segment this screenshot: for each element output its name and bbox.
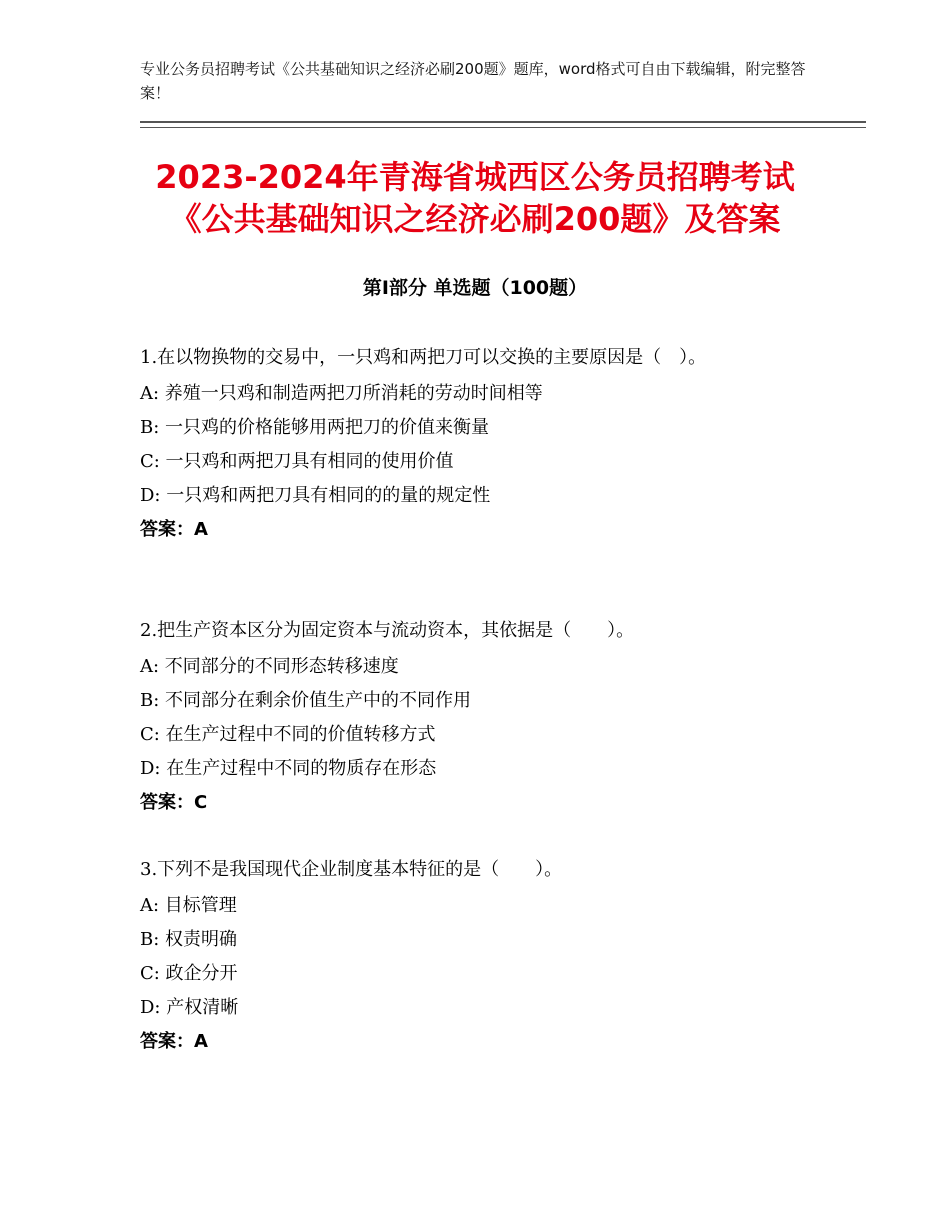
document-title	[0, 156, 950, 240]
option-c: C: 在生产过程中不同的价值转移方式	[140, 724, 436, 745]
question-1	[140, 344, 800, 547]
answer: 答案：A	[140, 519, 208, 540]
option-b: B: 一只鸡的价格能够用两把刀的价值来衡量	[140, 417, 490, 438]
option-a: A: 不同部分的不同形态转移速度	[140, 656, 399, 677]
answer: 答案：C	[140, 792, 208, 813]
option-c: C: 一只鸡和两把刀具有相同的使用价值	[140, 451, 454, 472]
option-d: D: 一只鸡和两把刀具有相同的的量的规定性	[140, 485, 491, 506]
header-note: 专业公务员招聘考试《公共基础知识之经济必刷200题》题库，word格式可自由下载编辑，附完整答案！	[140, 60, 806, 102]
option-c: C: 政企分开	[140, 963, 238, 984]
question-stem: 1.在以物换物的交易中，一只鸡和两把刀可以交换的主要原因是（ ）。	[140, 347, 707, 368]
option-a: A: 养殖一只鸡和制造两把刀所消耗的劳动时间相等	[140, 383, 543, 404]
option-b: B: 权责明确	[140, 929, 238, 950]
option-a: A: 目标管理	[140, 895, 237, 916]
document-title-line-2: 《公共基础知识之经济必刷200题》及答案	[169, 200, 781, 238]
option-b: B: 不同部分在剩余价值生产中的不同作用	[140, 690, 472, 711]
question-2	[140, 617, 800, 820]
option-d: D: 在生产过程中不同的物质存在形态	[140, 758, 437, 779]
question-stem: 2.把生产资本区分为固定资本与流动资本，其依据是（ ）。	[140, 620, 635, 641]
section-title: 第Ⅰ部分 单选题（100题）	[362, 277, 588, 299]
option-d: D: 产权清晰	[140, 997, 239, 1018]
header-divider	[140, 121, 866, 128]
document-title-line-1: 2023-2024年青海省城西区公务员招聘考试	[155, 158, 795, 196]
question-3	[140, 856, 800, 1059]
question-stem: 3.下列不是我国现代企业制度基本特征的是（ ）。	[140, 859, 563, 880]
answer: 答案：A	[140, 1031, 208, 1052]
